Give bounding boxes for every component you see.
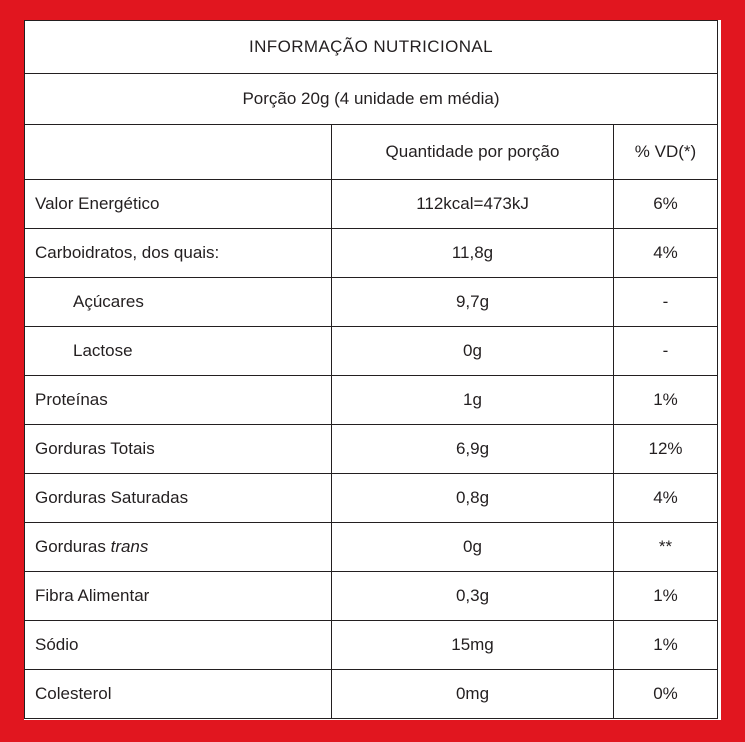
nutrient-row [25, 229, 718, 278]
nutrient-name: Gorduras trans [25, 523, 332, 572]
header-row [25, 125, 718, 180]
nutrient-quantity: 11,8g [332, 229, 614, 278]
nutrient-vd: 6% [614, 180, 718, 229]
nutrient-name: Carboidratos, dos quais: [25, 229, 332, 278]
nutrient-name: Lactose [25, 327, 332, 376]
nutrient-row [25, 621, 718, 670]
nutrient-quantity: 0g [332, 523, 614, 572]
nutrient-quantity: 6,9g [332, 425, 614, 474]
nutrient-name: Açúcares [25, 278, 332, 327]
nutrient-name: Proteínas [25, 376, 332, 425]
nutrient-name: Colesterol [25, 670, 332, 719]
nutrient-name-italic: trans [110, 537, 149, 556]
nutrient-quantity: 1g [332, 376, 614, 425]
nutrient-name: Valor Energético [25, 180, 332, 229]
nutrient-name: Sódio [25, 621, 332, 670]
nutrient-row [25, 376, 718, 425]
nutrient-row [25, 474, 718, 523]
nutrient-row [25, 670, 718, 719]
header-vd: % VD(*) [614, 125, 718, 180]
header-name-blank [25, 125, 332, 180]
nutrient-row [25, 523, 718, 572]
nutrient-vd: 12% [614, 425, 718, 474]
nutrient-quantity: 112kcal=473kJ [332, 180, 614, 229]
nutrient-vd: 1% [614, 572, 718, 621]
nutrition-table-body [25, 21, 718, 719]
nutrient-quantity: 0,8g [332, 474, 614, 523]
nutrient-vd: - [614, 278, 718, 327]
nutrient-row [25, 572, 718, 621]
title-row [25, 21, 718, 74]
portion-row [25, 74, 718, 125]
nutrition-label-panel [24, 20, 721, 720]
nutrient-vd: 4% [614, 229, 718, 278]
nutrient-quantity: 15mg [332, 621, 614, 670]
nutrient-row [25, 180, 718, 229]
nutrient-vd: 0% [614, 670, 718, 719]
nutrient-vd: 1% [614, 376, 718, 425]
nutrient-name: Gorduras Saturadas [25, 474, 332, 523]
portion-text: Porção 20g (4 unidade em média) [25, 74, 718, 125]
nutrient-vd: - [614, 327, 718, 376]
nutrition-facts-table [24, 20, 718, 719]
nutrient-row [25, 327, 718, 376]
nutrient-name: Fibra Alimentar [25, 572, 332, 621]
nutrient-quantity: 0g [332, 327, 614, 376]
nutrient-row [25, 425, 718, 474]
nutrient-vd: 4% [614, 474, 718, 523]
nutrient-vd: ** [614, 523, 718, 572]
nutrient-quantity: 9,7g [332, 278, 614, 327]
label-title: INFORMAÇÃO NUTRICIONAL [25, 21, 718, 74]
header-quantity: Quantidade por porção [332, 125, 614, 180]
nutrient-row [25, 278, 718, 327]
nutrient-vd: 1% [614, 621, 718, 670]
nutrient-name: Gorduras Totais [25, 425, 332, 474]
nutrient-quantity: 0mg [332, 670, 614, 719]
nutrient-quantity: 0,3g [332, 572, 614, 621]
